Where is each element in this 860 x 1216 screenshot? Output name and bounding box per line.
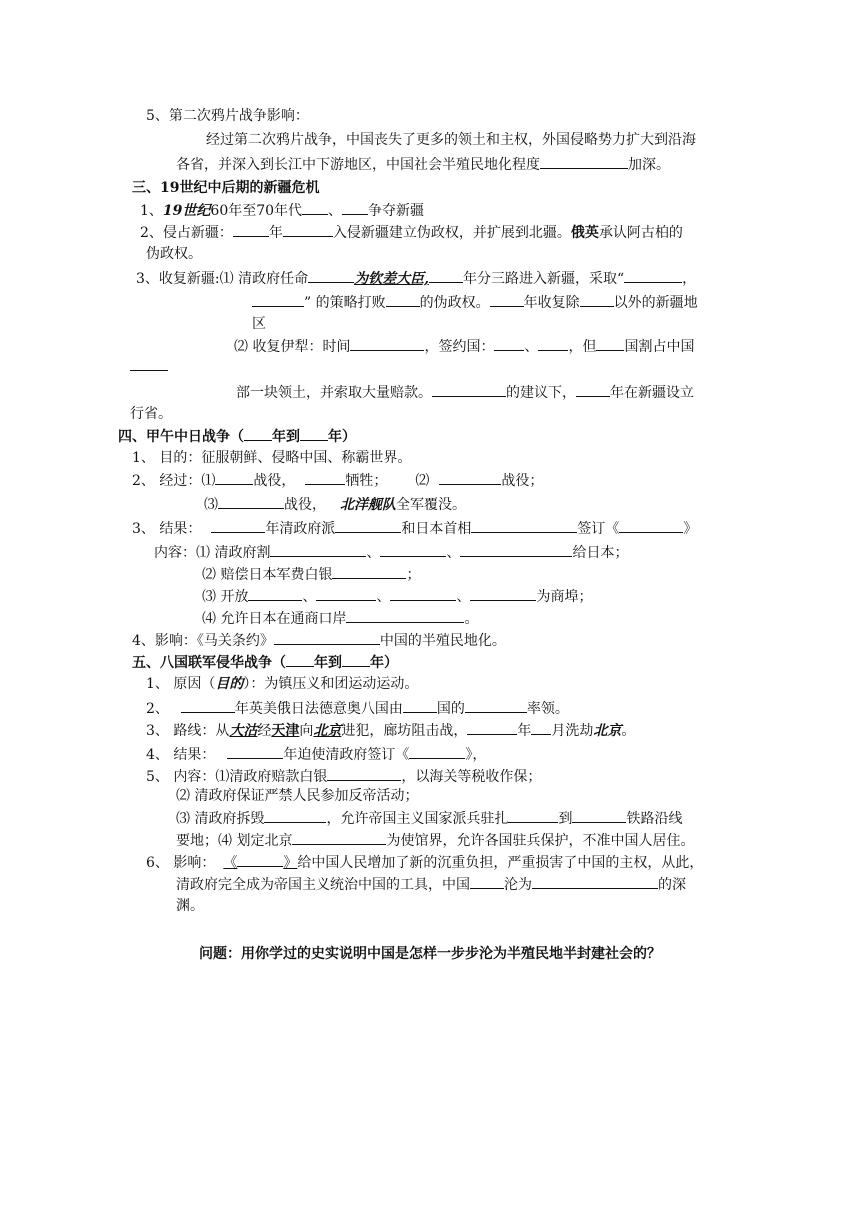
fill-blank[interactable] <box>508 808 558 823</box>
fill-blank[interactable] <box>215 470 253 485</box>
fill-blank[interactable] <box>181 698 235 713</box>
fill-blank[interactable] <box>572 808 626 823</box>
sec3-item1: 1、19世纪60年至70年代 、 争夺新疆 <box>140 200 424 221</box>
fill-blank[interactable] <box>494 336 524 351</box>
fill-blank[interactable] <box>403 698 437 713</box>
fill-blank[interactable] <box>439 470 501 485</box>
s5-para-line1: 经过第二次鸦片战争，中国丧失了更多的领土和主权，外国侵略势力扩大到沿海 <box>206 132 696 148</box>
fill-blank[interactable] <box>390 586 456 601</box>
sec4-item1: 1、 目的：征服朝鲜、侵略中国、称霸世界。 <box>132 450 412 466</box>
fill-blank[interactable] <box>409 744 465 759</box>
sec5-item5: 5、 内容：⑴清政府赔款白银 ，以海关等税收作保； <box>146 766 541 787</box>
sec3-ili-blank[interactable] <box>130 356 168 377</box>
fill-blank[interactable] <box>342 200 368 215</box>
fill-blank[interactable] <box>460 542 572 557</box>
fill-blank[interactable] <box>432 382 506 397</box>
fill-blank[interactable] <box>576 382 610 397</box>
fill-blank[interactable] <box>227 744 283 759</box>
fill-blank[interactable] <box>252 292 304 307</box>
fill-blank[interactable] <box>531 720 551 735</box>
discussion-question: 问题：用你学过的史实说明中国是怎样一步步沦为半殖民地半封建社会的？ <box>199 946 661 962</box>
fill-blank[interactable] <box>429 268 463 283</box>
fill-blank[interactable] <box>386 292 420 307</box>
fill-blank[interactable] <box>532 874 658 889</box>
section-4-title: 四、甲午中日战争（ 年到 年） <box>118 426 356 447</box>
sec5-item5-c3: ⑶ 清政府拆毁 ，允许帝国主义国家派兵驻扎 到 铁路沿线 <box>176 808 682 829</box>
fill-blank[interactable] <box>470 586 536 601</box>
fill-blank[interactable] <box>218 494 284 509</box>
fill-blank[interactable] <box>300 426 328 441</box>
sec4-item2-cont: ⑶ 战役， 北洋舰队全军覆没。 <box>204 494 466 515</box>
sec4-item4: 4、影响：《马关条约》 中国的半殖民地化。 <box>132 630 506 651</box>
sec4-content3: ⑶ 开放 、 、 、 为商埠； <box>202 586 592 607</box>
section-3-title: 三、19世纪中后期的新疆危机 <box>132 180 320 196</box>
section-5-title: 五、八国联军侵华战争（ 年到 年） <box>132 652 398 673</box>
fill-blank[interactable] <box>346 608 464 623</box>
sec5-item4: 4、 结果： 年迫使清政府签订《 》， <box>146 744 486 765</box>
sec5-item3: 3、 路线：从大沽经天津向北京进犯，廊坊阻击战， 年 月洗劫北京。 <box>146 720 635 741</box>
fill-blank[interactable] <box>248 586 302 601</box>
fill-blank[interactable] <box>286 652 314 667</box>
sec3-item3-line2: ” 的策略打败 的伪政权。 年收复除 以外的新疆地 <box>252 292 698 313</box>
sec5-item6-end: 渊。 <box>176 898 204 914</box>
sec3-ili-line2: 部一块领土，并索取大量赔款。 的建议下， 年在新疆设立 <box>236 382 694 403</box>
sec4-content2: ⑵ 赔偿日本军费白银 ； <box>202 564 420 585</box>
fill-blank[interactable] <box>264 808 326 823</box>
sec3-item3-line3: 区 <box>252 316 266 332</box>
sec3-ili-line3: 行省。 <box>130 406 172 422</box>
fill-blank[interactable] <box>467 720 517 735</box>
fill-blank[interactable] <box>302 200 328 215</box>
fill-blank[interactable] <box>465 698 527 713</box>
fill-blank[interactable] <box>538 336 568 351</box>
sec5-item5-c2: ⑵ 清政府保证严禁人民参加反帝活动； <box>176 788 419 804</box>
fill-blank[interactable] <box>244 426 272 441</box>
sec5-item6: 6、 影响： 《 》给中国人民增加了新的沉重负担，严重损害了中国的主权，从此， <box>146 852 703 873</box>
fill-blank[interactable] <box>237 852 283 867</box>
fill-blank[interactable] <box>471 518 577 533</box>
fill-blank[interactable] <box>305 470 345 485</box>
fill-blank[interactable] <box>619 518 683 533</box>
fill-blank[interactable] <box>540 154 628 169</box>
fill-blank[interactable] <box>233 222 269 237</box>
fill-blank[interactable] <box>470 874 504 889</box>
sec5-item6-cont: 清政府完全成为帝国主义统治中国的工具，中国 沦为 的深 <box>176 874 686 895</box>
fill-blank[interactable] <box>350 336 424 351</box>
fill-blank[interactable] <box>596 336 624 351</box>
fill-blank[interactable] <box>580 292 614 307</box>
sec3-ili-line: ⑵ 收复伊犁：时间 ，签约国： 、 ，但 国割占中国 <box>234 336 694 357</box>
fill-blank[interactable] <box>380 542 446 557</box>
s5-para-line2: 各省，并深入到长江中下游地区，中国社会半殖民地化程度 加深。 <box>176 154 670 175</box>
sec4-item2: 2、 经过：⑴ 战役， 牺牲； ⑵ 战役； <box>132 470 543 491</box>
fill-blank[interactable] <box>211 518 265 533</box>
sec3-item2-cont: 伪政权。 <box>146 246 202 262</box>
sec4-content1: 内容：⑴ 清政府割 、 、 给日本； <box>154 542 628 563</box>
fill-blank[interactable] <box>270 542 366 557</box>
fill-blank[interactable] <box>335 518 401 533</box>
sec5-item5-c4: 要地；⑷ 划定北京 为使馆界，允许各国驻兵保护，不准中国人居住。 <box>176 830 694 851</box>
fill-blank[interactable] <box>327 766 401 781</box>
s5-heading: 5、第二次鸦片战争影响： <box>146 108 309 124</box>
fill-blank[interactable] <box>490 292 524 307</box>
sec4-content4: ⑷ 允许日本在通商口岸 。 <box>202 608 478 629</box>
sec5-item1: 1、 原因（目的）：为镇压义和团运动运动。 <box>146 676 419 692</box>
sec3-item2: 2、侵占新疆： 年 入侵新疆建立伪政权，并扩展到北疆。俄英承认阿古柏的 <box>140 222 683 243</box>
fill-blank[interactable] <box>274 630 380 645</box>
fill-blank[interactable] <box>308 268 354 283</box>
fill-blank[interactable] <box>283 222 333 237</box>
fill-blank[interactable] <box>316 586 376 601</box>
fill-blank[interactable] <box>130 356 168 371</box>
sec4-item3: 3、 结果： 年清政府派 和日本首相 签订《 》 <box>132 518 697 539</box>
sec3-item3-line1: 3、收复新疆:⑴ 清政府任命 为钦差大臣, 年分三路进入新疆，采取“ ， <box>136 268 696 289</box>
sec5-item2: 2、 年英美俄日法德意奥八国由 国的 率领。 <box>146 698 569 719</box>
fill-blank[interactable] <box>332 564 406 579</box>
fill-blank[interactable] <box>342 652 370 667</box>
fill-blank[interactable] <box>292 830 386 845</box>
fill-blank[interactable] <box>624 268 682 283</box>
